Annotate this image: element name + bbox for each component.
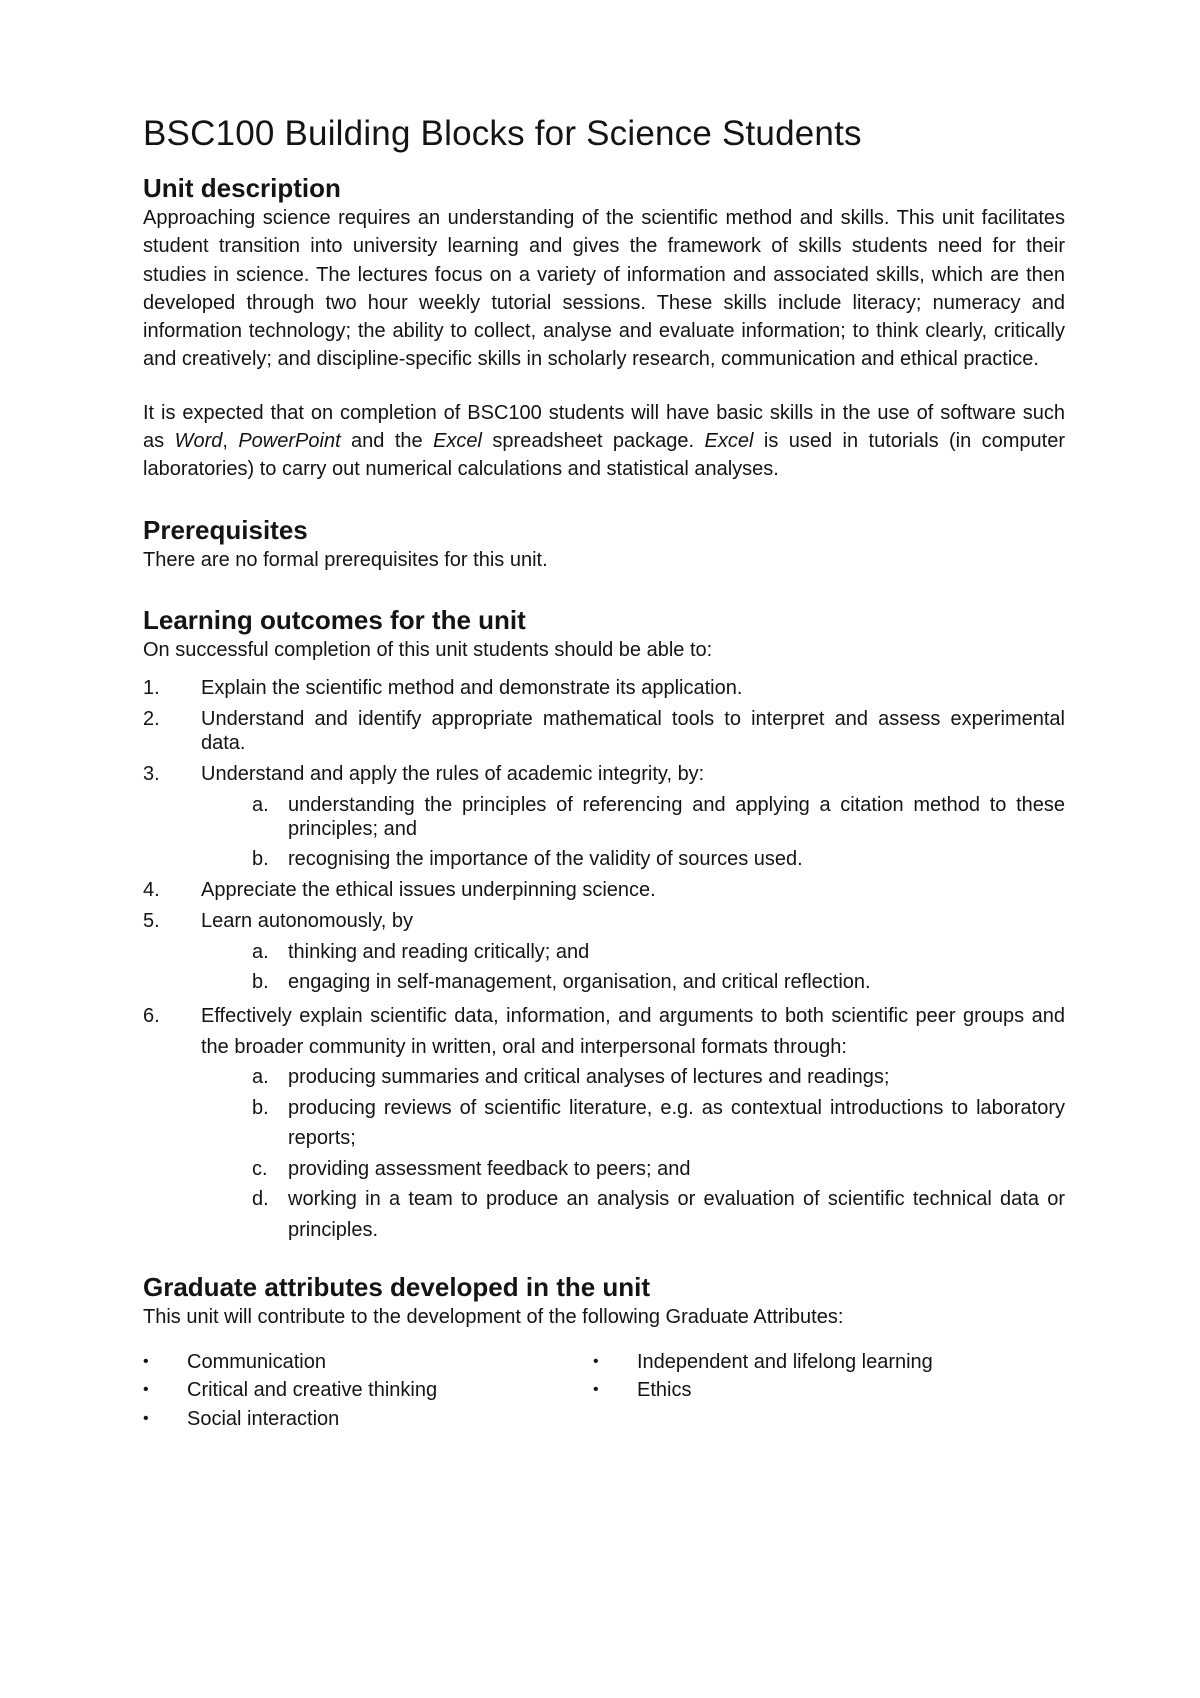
sub-list-item-text: providing assessment feedback to peers; and xyxy=(288,1157,691,1180)
bullet-icon: • xyxy=(143,1352,149,1370)
excel-software-name: Excel xyxy=(704,430,754,453)
list-item xyxy=(143,762,1065,871)
list-item-text: Understand and apply the rules of academic integrity, by: xyxy=(201,763,705,786)
list-item xyxy=(143,707,1065,755)
bullet-icon: • xyxy=(143,1381,149,1399)
list-number: 2. xyxy=(143,708,160,731)
list-item-text: Learn autonomously, by xyxy=(201,910,413,933)
sub-list-item xyxy=(201,970,1065,994)
sub-list-item-text: producing reviews of scientific literature, e.g. as contextual introductions to laboratory reports; xyxy=(288,1096,1065,1150)
text-run: is used in tutorials (in computer laboratories) to carry out numerical calculations and statistical analyses. xyxy=(143,430,1066,481)
text-run: It is expected that on completion of BSC100 students will have basic skills in the use of software such as xyxy=(143,401,1065,453)
text-run: spreadsheet package. xyxy=(482,430,705,453)
list-item-text: Understand and identify appropriate mathematical tools to interpret and assess experimental data. xyxy=(201,708,1065,755)
bullet-icon: • xyxy=(593,1381,599,1399)
sub-list xyxy=(201,1062,1065,1245)
list-item xyxy=(143,1001,1065,1245)
word-software-name: Word xyxy=(174,430,223,453)
learning-outcomes-list xyxy=(143,676,1065,1245)
bullet-icon: • xyxy=(593,1352,599,1370)
bullet-icon: • xyxy=(143,1409,149,1427)
sub-list-item-text: understanding the principles of referencing and applying a citation method to these principles; and xyxy=(288,794,1065,841)
graduate-attributes-list xyxy=(143,1348,1065,1434)
sub-list-item xyxy=(201,1062,1065,1093)
sub-list-item-text: producing summaries and critical analyses of lectures and readings; xyxy=(288,1066,890,1089)
list-item-text: Appreciate the ethical issues underpinning science. xyxy=(201,879,656,902)
list-item-text: Effectively explain scientific data, information, and arguments to both scientific peer groups and the broader community in written, oral and interpersonal formats through: xyxy=(201,1005,1065,1058)
list-item-text: Explain the scientific method and demonstrate its application. xyxy=(201,677,743,700)
attribute-text: Independent and lifelong learning xyxy=(637,1350,933,1373)
sub-list-letter: a. xyxy=(252,941,269,964)
attribute-text: Critical and creative thinking xyxy=(187,1379,438,1402)
sub-list-item-text: recognising the importance of the validity of sources used. xyxy=(288,848,803,871)
sub-list xyxy=(201,940,1065,994)
text-run: and the xyxy=(340,430,434,453)
sub-list-item xyxy=(201,1154,1065,1185)
learning-outcomes-intro: On successful completion of this unit students should be able to: xyxy=(143,638,713,661)
attribute-text: Communication xyxy=(187,1350,326,1373)
prerequisites-text: There are no formal prerequisites for this unit. xyxy=(143,548,548,571)
list-number: 6. xyxy=(143,1005,160,1028)
list-item xyxy=(143,878,1065,902)
sub-list-letter: b. xyxy=(252,971,269,994)
prerequisites-heading: Prerequisites xyxy=(143,514,308,545)
sub-list-letter: c. xyxy=(252,1157,268,1180)
excel-software-name: Excel xyxy=(433,430,482,453)
list-number: 1. xyxy=(143,677,160,700)
list-item xyxy=(593,1376,1043,1405)
sub-list-item xyxy=(201,940,1065,964)
list-item xyxy=(143,909,1065,994)
graduate-attributes-intro: This unit will contribute to the development of the following Graduate Attributes: xyxy=(143,1306,844,1329)
graduate-attributes-heading: Graduate attributes developed in the unit xyxy=(143,1272,651,1303)
sub-list-letter: d. xyxy=(252,1188,269,1211)
list-item xyxy=(143,1376,593,1405)
sub-list xyxy=(201,793,1065,871)
sub-list-letter: a. xyxy=(252,1066,269,1089)
sub-list-item xyxy=(201,793,1065,841)
sub-list-item xyxy=(201,847,1065,871)
text-run: , xyxy=(222,430,239,453)
list-item xyxy=(143,1348,593,1377)
sub-list-item-text: thinking and reading critically; and xyxy=(288,941,590,964)
sub-list-item-text: engaging in self-management, organisation, and critical reflection. xyxy=(288,971,871,994)
powerpoint-software-name: PowerPoint xyxy=(238,430,341,453)
list-number: 4. xyxy=(143,879,160,902)
sub-list-letter: b. xyxy=(252,1096,269,1119)
sub-list-letter: b. xyxy=(252,848,269,871)
attribute-text: Social interaction xyxy=(187,1407,340,1430)
page-title: BSC100 Building Blocks for Science Students xyxy=(143,114,862,153)
sub-list-item xyxy=(201,1093,1065,1154)
list-item xyxy=(593,1348,1043,1377)
sub-list-item-text: working in a team to produce an analysis or evaluation of scientific technical data or principles. xyxy=(288,1188,1065,1241)
learning-outcomes-heading: Learning outcomes for the unit xyxy=(143,604,526,635)
document-page xyxy=(143,112,1065,1433)
sub-list-item xyxy=(201,1184,1065,1245)
list-number: 5. xyxy=(143,910,160,933)
list-item xyxy=(143,1405,593,1434)
attribute-text: Ethics xyxy=(637,1379,692,1402)
software-skills-paragraph xyxy=(143,399,1065,484)
list-number: 3. xyxy=(143,763,160,786)
unit-description-heading: Unit description xyxy=(143,173,341,203)
list-item xyxy=(143,676,1065,700)
unit-description-paragraph: Approaching science requires an understanding of the scientific method and skills. This unit facilitates student transition into university learning and gives the framework of skills students need for their studies in science. The lectures focus on a variety of information and associated skills, which are then developed through two hour weekly tutorial sessions. These skills include literacy; numeracy and information technology; the ability to collect, analyse and evaluate information; to think clearly, critically and creatively; and discipline-specific skills in scholarly research, communication and ethical practice. xyxy=(143,207,1065,371)
sub-list-letter: a. xyxy=(252,794,269,817)
